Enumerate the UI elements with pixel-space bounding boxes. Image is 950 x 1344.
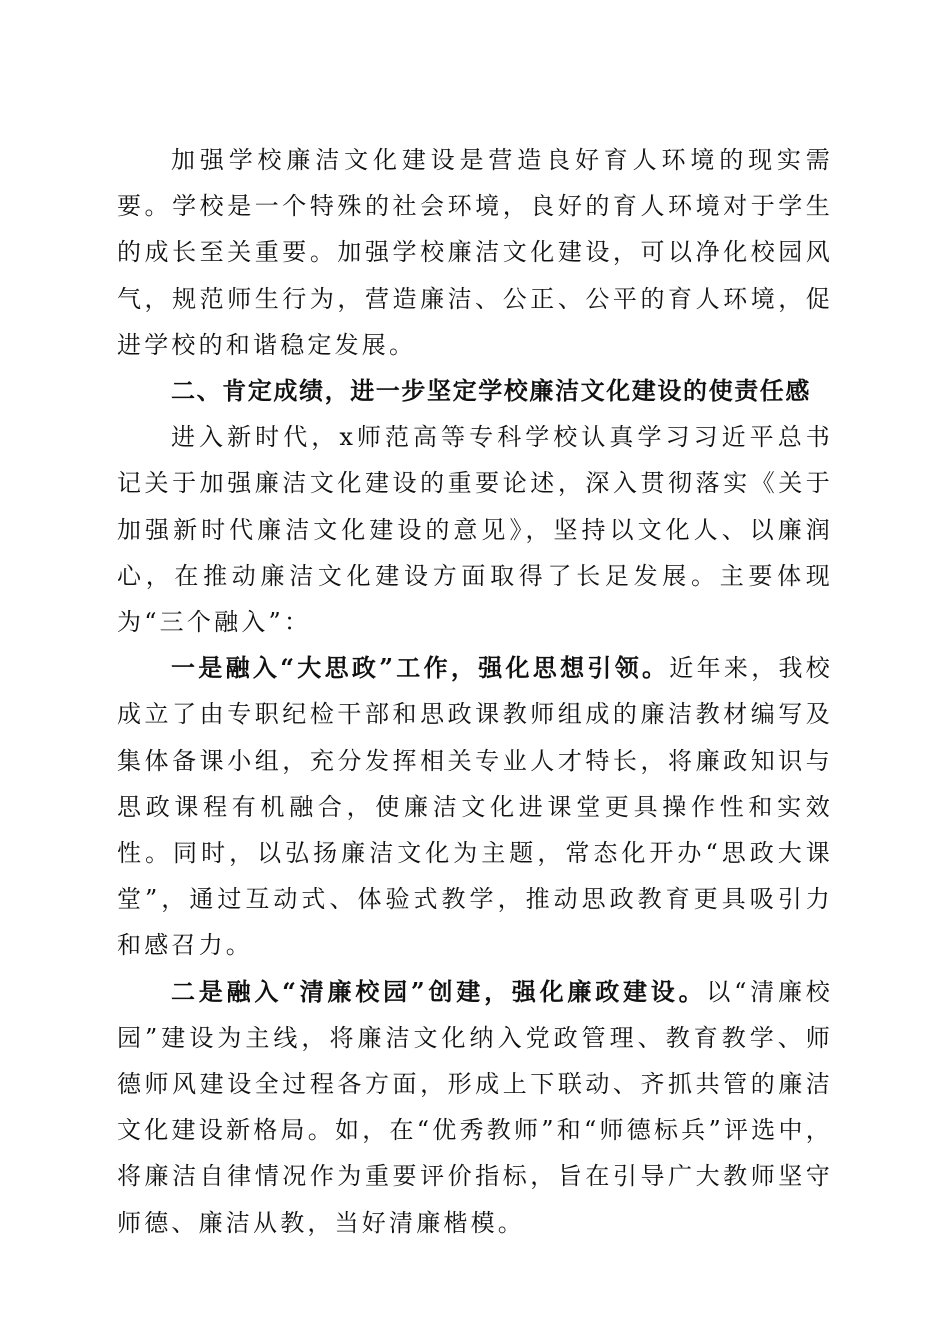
paragraph-integration-two — [117, 969, 833, 1246]
paragraph-text: 以“清廉校园”建设为主线，将廉洁文化纳入党政管理、教育教学、师德师风建设全过程各方面，形成上下联动、齐抓共管的廉洁文化建设新格局。如，在“优秀教师”和“师德标兵”评选中，将廉洁自律情况作为重要评价指标，旨在引导广大教师坚守师德、廉洁从教，当好清廉楷模。 — [117, 977, 833, 1237]
paragraph-text: 进入新时代，x师范高等专科学校认真学习习近平总书记关于加强廉洁文化建设的重要论述，深入贯彻落实《关于加强新时代廉洁文化建设的意见》，坚持以文化人、以廉润心，在推动廉洁文化建设方面取得了长足发展。主要体现为“三个融入”： — [117, 423, 833, 637]
paragraph-lead: 二是融入“清廉校园”创建，强化廉政建设。 — [171, 976, 707, 1006]
paragraph-integration-one — [117, 645, 833, 968]
paragraph-environment — [117, 137, 833, 368]
paragraph-text: 近年来，我校成立了由专职纪检干部和思政课教师组成的廉洁教材编写及集体备课小组，充分发挥相关专业人才特长，将廉政知识与思政课程有机融合，使廉洁文化进课堂更具操作性和实效性。同时，以弘扬廉洁文化为主题，常态化开办“思政大课堂”，通过互动式、体验式教学，推动思政教育更具吸引力和感召力。 — [117, 654, 833, 960]
document-page — [117, 137, 833, 1246]
section-heading-text: 二、肯定成绩，进一步坚定学校廉洁文化建设的使责任感 — [171, 377, 811, 406]
paragraph-new-era — [117, 414, 833, 645]
section-heading — [117, 368, 833, 414]
paragraph-text: 加强学校廉洁文化建设是营造良好育人环境的现实需要。学校是一个特殊的社会环境，良好的育人环境对于学生的成长至关重要。加强学校廉洁文化建设，可以净化校园风气，规范师生行为，营造廉洁、公正、公平的育人环境，促进学校的和谐稳定发展。 — [117, 146, 833, 359]
paragraph-lead: 一是融入“大思政”工作，强化思想引领。 — [171, 653, 670, 683]
